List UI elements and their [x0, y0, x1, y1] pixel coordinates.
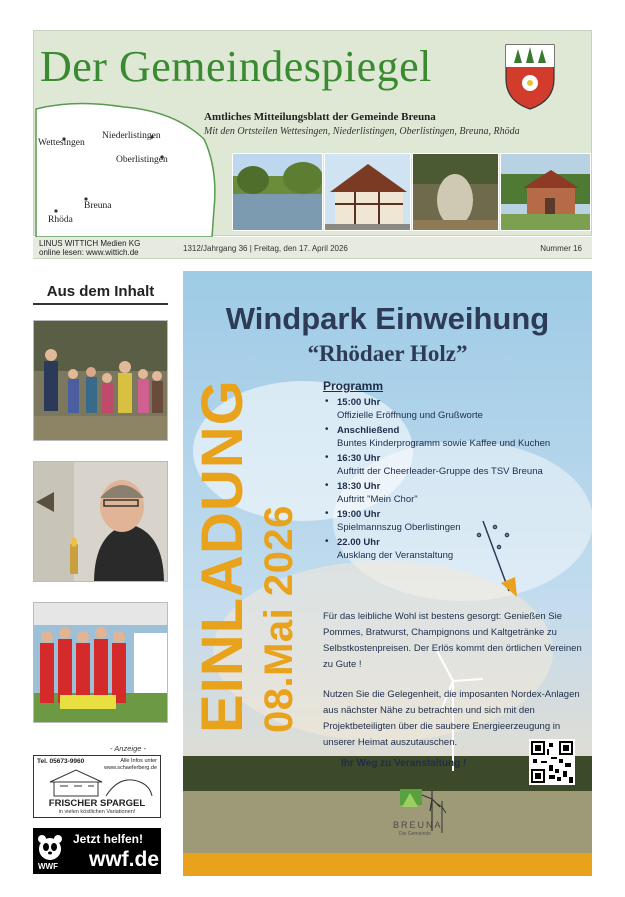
panda-icon	[37, 833, 63, 861]
farmhouse-illustration	[40, 768, 156, 798]
bullet-icon: •	[325, 480, 329, 491]
ad-phone: Tel. 05673-9960	[37, 758, 85, 765]
contents-photo-rescue-team[interactable]	[33, 602, 168, 723]
poster-title: Windpark Einweihung	[225, 301, 550, 336]
bullet-icon: •	[325, 536, 329, 547]
map-label-niederlistingen: Niederlistingen	[102, 131, 161, 141]
programm-item	[323, 424, 583, 450]
ad-wwf[interactable]	[33, 828, 161, 874]
masthead-subtitle-villages: Mit den Ortsteilen Wettesingen, Niederlistingen, Oberlistingen, Breuna, Rhöda	[204, 126, 520, 137]
publisher-info	[39, 239, 140, 257]
issue-info-bar	[33, 237, 592, 259]
programm-time: Anschließend	[337, 425, 400, 436]
bullet-icon: •	[325, 424, 329, 435]
directions-label: Ihr Weg zu Veranstaltung !	[341, 758, 467, 769]
map-label-breuna: Breuna	[84, 201, 112, 211]
wwf-url[interactable]: wwf.de	[89, 848, 160, 871]
map-label-wettesingen: Wettesingen	[38, 138, 85, 148]
photo-stone	[412, 153, 499, 231]
bullet-icon: •	[325, 452, 329, 463]
programm-desc: Auftritt der Cheerleader-Gruppe des TSV Breuna	[337, 466, 543, 477]
programm-item	[323, 480, 583, 506]
poster-vertical-date: 08.Mai 2026	[257, 505, 301, 733]
ad-info-label: Alle Infos unter	[120, 758, 157, 764]
masthead	[33, 30, 592, 236]
photo-small-building	[500, 153, 591, 231]
masthead-subtitle: Amtliches Mitteilungsblatt der Gemeinde Breuna	[204, 111, 436, 123]
poster-bottom-stripe	[183, 853, 592, 876]
issue-number: Nummer 16	[540, 244, 582, 253]
ad-label: - Anzeige -	[110, 744, 146, 753]
online-link[interactable]: online lesen: www.wittich.de	[39, 248, 139, 257]
programm-desc: Auftritt "Mein Chor"	[337, 494, 418, 505]
programm-heading: Programm	[323, 379, 384, 393]
ad-headline: FRISCHER SPARGEL	[48, 798, 146, 809]
poster-vertical-einladung: EINLADUNG	[190, 379, 255, 733]
photo-pond	[232, 153, 323, 231]
programm-item	[323, 452, 583, 478]
programm-time: 16:30 Uhr	[337, 453, 381, 464]
map-label-rhoda: Rhöda	[48, 215, 73, 225]
breuna-logo-text: BREUNA	[393, 820, 443, 830]
municipality-map	[34, 99, 224, 237]
ad-url[interactable]: www.schaeferberg.de	[104, 765, 157, 771]
ad-subline: in vielen köstlichen Variationen!	[58, 809, 136, 815]
info-paragraph: Nutzen Sie die Gelegenheit, die imposanten Nordex-Anlagen aus nächster Nähe zu betrachten und sich mit den Projektbeteiligten über die saubere Energieerzeugung in unserer Heimat auszutauschen.	[323, 689, 580, 748]
programm-desc: Offizielle Eröffnung und Grußworte	[337, 410, 483, 421]
programm-desc: Buntes Kinderprogramm sowie Kaffee und Kuchen	[337, 438, 551, 449]
publisher-name: LINUS WITTICH Medien KG	[39, 239, 141, 248]
qr-code-icon[interactable]	[529, 739, 575, 785]
wwf-logo-text: WWF	[38, 862, 58, 871]
programm-time: 19:00 Uhr	[337, 509, 381, 520]
contents-heading: Aus dem Inhalt	[33, 283, 168, 305]
photo-timber-house	[324, 153, 411, 231]
coat-of-arms-icon	[504, 41, 556, 111]
issue-date: 1312/Jahrgang 36 | Freitag, den 17. April 2026	[183, 244, 348, 253]
catering-paragraph: Für das leibliche Wohl ist bestens gesorgt: Genießen Sie Pommes, Bratwurst, Champignons und Kaltgetränke zu Selbstkostenpreisen. Der Erlös kommt den örtlichen Vereinen zu Gute !	[323, 611, 582, 670]
programm-time: 18:30 Uhr	[337, 481, 381, 492]
contents-photo-man-candle[interactable]	[33, 461, 168, 582]
wwf-call-to-action: Jetzt helfen!	[73, 832, 144, 846]
map-label-oberlistingen: Oberlistingen	[116, 155, 168, 165]
programm-item	[323, 508, 583, 534]
programm-desc: Ausklang der Veranstaltung	[337, 550, 454, 561]
programm-list	[323, 379, 583, 564]
breuna-logo-subtext: Die Gemeinde	[399, 831, 431, 837]
bullet-icon: •	[325, 396, 329, 407]
programm-item	[323, 536, 583, 562]
newspaper-title: Der Gemeindespiegel	[40, 42, 432, 91]
programm-desc: Spielmannszug Oberlistingen	[337, 522, 461, 533]
poster-subtitle: “Rhödaer Holz”	[307, 341, 468, 366]
event-poster	[183, 271, 592, 876]
bullet-icon: •	[325, 508, 329, 519]
programm-time: 15:00 Uhr	[337, 397, 381, 408]
ad-spargel[interactable]	[33, 755, 161, 818]
programm-time: 22.00 Uhr	[337, 537, 380, 548]
contents-photo-children[interactable]	[33, 320, 168, 441]
programm-item	[323, 396, 583, 422]
